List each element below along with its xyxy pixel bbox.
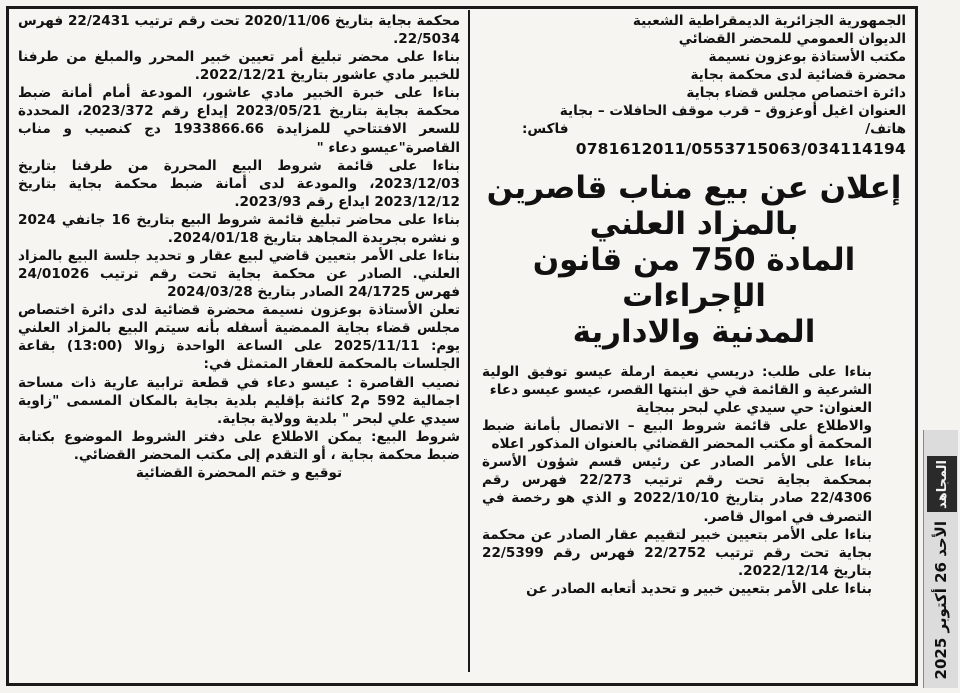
announcement-headline [482,171,906,351]
body-paragraph: محكمة بجاية بتاريخ 2020/11/06 تحت رقم ترتيب 22/2431 فهرس 22/5034. [18,13,460,48]
phone-numbers: 0781612011/0553715063/034114194 [575,139,906,158]
body-paragraph: بناءا على الأمر بتعيين خبير لتقييم عقار الصادر عن محكمة بجاية تحت رقم ترتيب 22/2752 فهرس رقم 22/5399 بتاريخ 2022/12/14. [482,526,872,579]
header-line: دائرة اختصاص مجلس قضاء بجاية [686,85,906,102]
body-paragraph: نصيب القاصرة : عيسو دعاء في قطعة ترابية عارية ذات مساحة اجمالية 592 م2 كائنة بإقليم بلدية بجاية بالمكان المسمى "زاوية سيدي علي لبحر " بلدية وولاية بجاية. [18,374,460,427]
issue-date-text: الأحد 26 أكتوبر 2025 [932,520,950,680]
header-line: الديوان العمومي للمحضر القضائي [678,31,906,48]
headline-line: بالمزاد العلني [589,206,799,243]
office-header [482,12,906,159]
header-line: محضرة قضائية لدى محكمة بجاية [690,67,906,84]
column-divider [468,10,470,672]
body-paragraph: شروط البيع: يمكن الاطلاع على دفتر الشروط الموضوع بكتابة ضبط محكمة بجاية ، أو التقدم إلى مكتب المحضر القضائي. [18,428,460,463]
headline-line: المادة 750 من قانون الإجراءات [532,242,856,315]
body-paragraph: بناءا على محاضر تبليغ قائمة شروط البيع بتاريخ 16 جانفي 2024 و نشره بجريدة المجاهد بتاريخ 2024/01/18. [18,211,460,246]
right-body [482,363,872,598]
body-paragraph: بناءا على الأمر بتعيين خبير و تحديد أتعابه الصادر عن [526,580,872,597]
body-paragraph: تعلن الأستاذة بوعزون نسيمة محضرة قضائية لدى دائرة اختصاص مجلس قضاء بجاية الممضية أسفله بأنه سيتم البيع بالمزاد العلني يوم: 2025/11/11 على الساعة الواحدة زوالا (13:00) بقاعة الجلسات بالمحكمة للعقار المتمثل في: [18,302,460,373]
headline-line: إعلان عن بيع مناب قاصرين [486,170,902,207]
body-paragraph: بناءا على خبرة الخبير مادي عاشور، المودعة أمام أمانة ضبط محكمة بجاية بتاريخ 2023/05/21 إيداع رقم 2023/372، المحددة للسعر الافتتاحي للمزايدة 1933866.66 دج كنصيب و مناب القاصرة"عيسو دعاء " [18,85,460,156]
left-column [18,12,460,672]
header-line: الجمهورية الجزائرية الديمقراطية الشعبية [632,13,906,29]
signature-line: توقيع و ختم المحضرة القضائية [135,464,343,481]
body-paragraph: بناءا على الأمر الصادر عن رئيس قسم شؤون الأسرة بمحكمة بجاية تحت رقم ترتيب 22/273 فهرس رقم 22/4306 صادر بتاريخ 2022/10/10 و الذي هو رخصة في التصرف في اموال قاصر. [482,454,872,525]
body-paragraph: بناءا على طلب: دريسي نعيمة ارملة عيسو توفيق الولية الشرعية و القائمة في حق ابنتها القصر، عيسو عيسو دعاء [482,363,872,398]
right-column [482,12,906,672]
logo-text: المجاهد [934,459,950,509]
newspaper-logo [927,456,957,512]
body-paragraph: العنوان: حي سيدي علي لبحر ببجاية [635,400,872,417]
body-paragraph: والاطلاع على قائمة شروط البيع – الاتصال بأمانة ضبط المحكمة أو مكتب المحضر القضائي بالعنوان المذكور اعلاه [482,418,872,453]
phone-label: هاتف/ [865,121,906,138]
body-paragraph: بناءا على الأمر بتعيين قاضي لبيع عقار و تحديد جلسة البيع بالمزاد العلني. الصادر عن محكمة بجاية تحت رقم ترتيب 24/01026 فهرس 24/1725 الصادر بتاريخ 2024/03/28 [18,248,460,301]
header-line: مكتب الأستاذة بوعزون نسيمة [708,49,906,66]
headline-line: المدنية والادارية [572,313,816,350]
contact-row [482,120,906,138]
header-line: العنوان اغيل أوعزوق – قرب موقف الحافلات – بجاية [559,103,906,120]
body-paragraph: بناءا على قائمة شروط البيع المحررة من طرفنا بتاريخ 2023/12/03، والمودعة لدى أمانة ضبط محكمة بجاية بتاريخ 2023/12/12 ايداع رقم 2023/93. [18,157,460,210]
body-paragraph: بناءا على محضر تبليغ أمر تعيين خبير المحرر والمبلغ من طرفنا للخبير مادي عاشور بتاريخ 2022/12/21. [18,49,460,84]
issue-date [928,516,954,684]
fax-label: فاكس: [522,121,569,138]
